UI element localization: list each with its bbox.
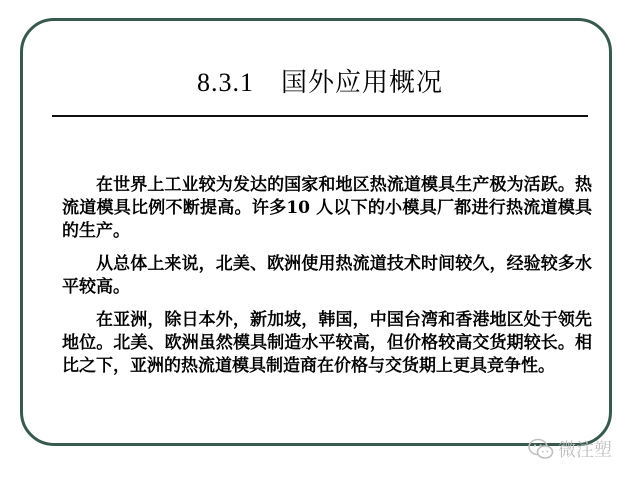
- watermark: [528, 436, 612, 462]
- paragraph-1: 在世界上工业较为发达的国家和地区热流道模具生产极为活跃。热流道模具比例不断提高。许多10 人以下的小模具厂都进行热流道模具的生产。: [62, 175, 592, 241]
- wechat-icon: [528, 438, 554, 460]
- title-divider: [52, 115, 588, 117]
- paragraph-3: 在亚洲，除日本外，新加坡，韩国，中国台湾和香港地区处于领先地位。北美、欧洲虽然模具制造水平较高，但价格较高交货期较长。相比之下，亚洲的热流道模具制造商在价格与交货期上更具竞争性。: [62, 310, 592, 376]
- slide-title: 8.3.1 国外应用概况: [196, 68, 443, 97]
- watermark-text: 微注塑: [558, 440, 612, 461]
- slide-body: [62, 174, 592, 388]
- paragraph-2: 从总体上来说，北美、欧洲使用热流道技术时间较久，经验较多水平较高。: [62, 254, 592, 297]
